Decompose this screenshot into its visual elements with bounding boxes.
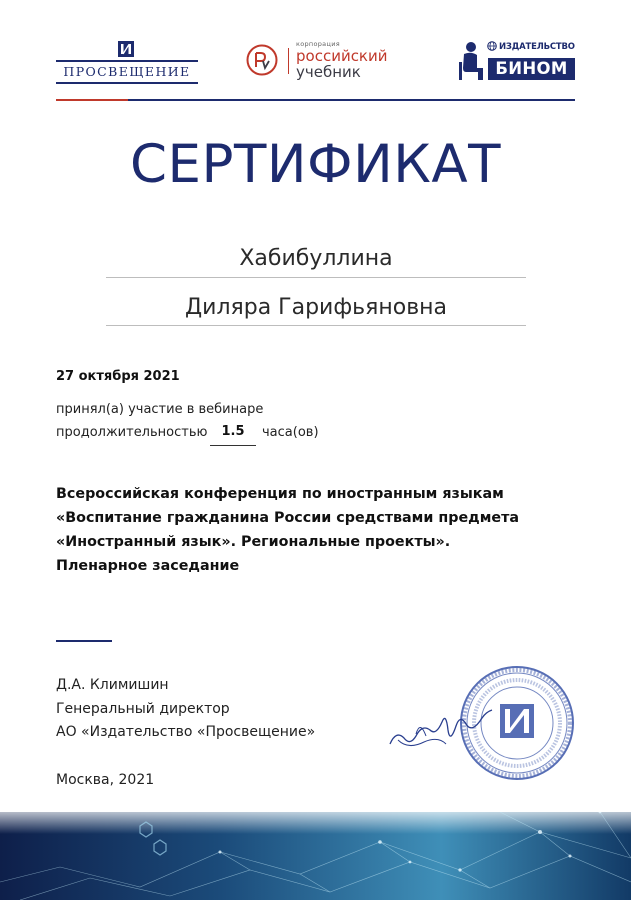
recipient-first-middle-name: Диляра Гарифьяновна	[184, 295, 448, 320]
footer-decorative-band	[0, 812, 631, 900]
header-rule-red	[56, 99, 128, 101]
prosveshchenie-logo	[56, 40, 198, 102]
binom-logo	[456, 40, 576, 84]
rossiyskiy-uchebnik-logo	[246, 40, 422, 84]
ru-name-line2: учебник	[296, 63, 361, 81]
signatory-name: Д.А. Климишин	[56, 677, 169, 693]
recipient-last-name: Хабибуллина	[239, 246, 393, 271]
ru-small-caption: корпорация	[296, 40, 340, 48]
duration-value: 1.5	[221, 424, 245, 439]
binom-publisher-caption: ИЗДАТЕЛЬСТВО	[499, 42, 575, 52]
globe-icon	[487, 41, 497, 51]
prosveshchenie-emblem-icon	[118, 41, 134, 57]
event-title-line-4: Пленарное заседание	[56, 558, 240, 574]
event-title-line-2: «Воспитание гражданина России средствами предмета	[56, 510, 520, 526]
handwritten-signature	[386, 700, 496, 760]
event-date: 27 октября 2021	[56, 369, 180, 384]
event-title-line-3: «Иностранный язык». Региональные проекты».	[56, 534, 451, 550]
ru-name-line1: российский	[296, 47, 388, 65]
signature-section-dash	[56, 640, 112, 642]
place-and-year: Москва, 2021	[56, 772, 155, 788]
last-name-underline	[106, 277, 526, 278]
first-name-underline	[106, 325, 526, 326]
duration-label: продолжительностью	[56, 425, 208, 440]
binom-name: БИНОМ	[488, 58, 575, 80]
signatory-position: Генеральный директор	[56, 701, 230, 717]
duration-underline	[210, 445, 256, 446]
event-title-line-1: Всероссийская конференция по иностранным языкам	[56, 486, 504, 502]
duration-unit: часа(ов)	[262, 425, 319, 440]
signatory-organization: АО «Издательство «Просвещение»	[56, 724, 316, 740]
certificate-title: СЕРТИФИКАТ	[129, 134, 501, 195]
ru-emblem-icon	[246, 44, 278, 76]
participation-text: принял(а) участие в вебинаре	[56, 402, 264, 417]
seated-person-icon	[456, 40, 486, 82]
prosveshchenie-logo-text: ПРОСВЕЩЕНИЕ	[63, 64, 191, 79]
header-rule-navy	[128, 99, 575, 101]
